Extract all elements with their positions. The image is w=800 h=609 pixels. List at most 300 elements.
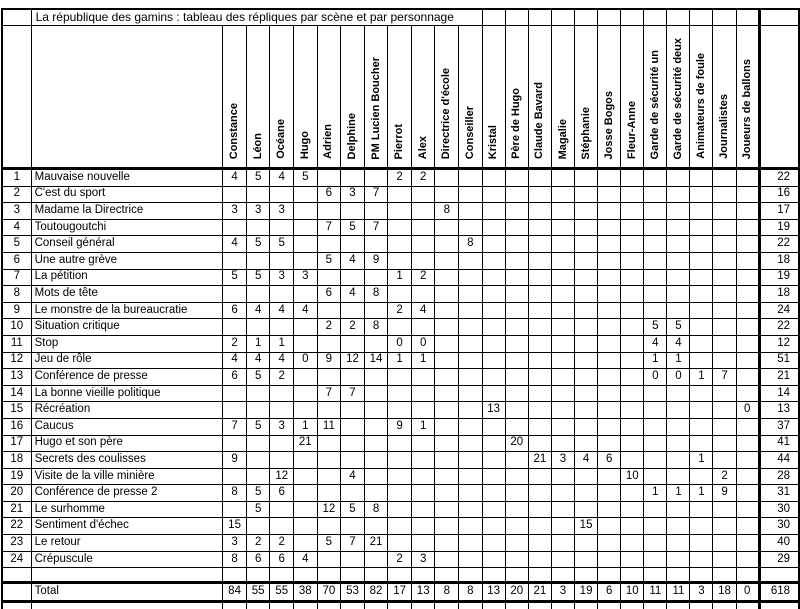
cell-value — [575, 485, 598, 502]
row-total: 22 — [759, 319, 799, 336]
cell-value — [528, 435, 551, 452]
character-header-label: Léon — [251, 132, 264, 160]
cell-value — [270, 219, 294, 236]
cell-value: 0 — [667, 369, 690, 386]
cell-value — [505, 402, 528, 419]
row-total: 29 — [759, 551, 799, 568]
row-total: 31 — [759, 485, 799, 502]
cell-value — [317, 302, 341, 319]
cell-value — [482, 535, 505, 552]
cell-value: 5 — [246, 501, 270, 518]
cell-value — [736, 286, 759, 303]
cell-value: 6 — [317, 186, 341, 203]
cell-value — [551, 435, 574, 452]
cell-value — [459, 501, 483, 518]
cell-value — [644, 435, 667, 452]
title-spacer-cell — [482, 9, 505, 26]
cell-value — [713, 335, 736, 352]
cell-value: 4 — [294, 551, 318, 568]
cell-value: 4 — [270, 352, 294, 369]
cell-value — [435, 452, 459, 469]
cell-value: 4 — [270, 302, 294, 319]
column-total: 82 — [364, 583, 388, 602]
total-row-empty-cell — [2, 583, 31, 602]
cell-value — [246, 252, 270, 269]
title-spacer-cell — [551, 9, 574, 26]
cell-value — [598, 551, 621, 568]
cell-value — [551, 319, 574, 336]
cell-value — [528, 369, 551, 386]
column-total: 70 — [317, 583, 341, 602]
cell-value — [598, 352, 621, 369]
character-header-label: Pierrot — [393, 123, 406, 160]
cell-value — [459, 186, 483, 203]
cell-value — [551, 369, 574, 386]
character-header-cell — [459, 26, 483, 169]
cell-value — [575, 369, 598, 386]
cell-value: 6 — [270, 485, 294, 502]
cell-value — [388, 468, 412, 485]
cell-value — [644, 203, 667, 220]
cell-value — [482, 369, 505, 386]
cell-value — [667, 203, 690, 220]
cell-value — [270, 319, 294, 336]
column-total: 53 — [341, 583, 365, 602]
cell-value — [341, 551, 365, 568]
cell-value — [459, 435, 483, 452]
cell-value — [621, 219, 644, 236]
cell-value — [435, 252, 459, 269]
cell-value — [246, 385, 270, 402]
scene-name: Conférence de presse 2 — [31, 485, 223, 502]
cell-value: 1 — [644, 485, 667, 502]
cell-value — [528, 252, 551, 269]
cell-value: 3 — [270, 269, 294, 286]
cell-value — [598, 219, 621, 236]
row-total: 19 — [759, 219, 799, 236]
cell-value — [551, 236, 574, 253]
cell-value — [341, 269, 365, 286]
cell-value — [667, 435, 690, 452]
cell-value — [364, 369, 388, 386]
cell-value — [575, 335, 598, 352]
row-number: 8 — [2, 286, 31, 303]
cell-value: 0 — [411, 335, 435, 352]
cell-value — [575, 535, 598, 552]
scene-row — [2, 468, 799, 485]
cell-value — [505, 286, 528, 303]
scene-name: Le retour — [31, 535, 223, 552]
cell-value — [505, 385, 528, 402]
cell-value — [713, 236, 736, 253]
cell-value — [411, 452, 435, 469]
cell-value — [294, 319, 318, 336]
cell-value — [667, 468, 690, 485]
cell-value — [364, 468, 388, 485]
row-total: 13 — [759, 402, 799, 419]
cell-value — [575, 286, 598, 303]
cell-value — [644, 169, 667, 187]
row-total: 28 — [759, 468, 799, 485]
blank-cell — [759, 568, 799, 583]
cell-value — [713, 402, 736, 419]
scene-name: Le surhomme — [31, 501, 223, 518]
row-number: 3 — [2, 203, 31, 220]
cell-value — [667, 418, 690, 435]
scene-row — [2, 269, 799, 286]
cell-value — [551, 485, 574, 502]
blank-cell — [713, 568, 736, 583]
cell-value — [690, 302, 713, 319]
cell-value — [459, 302, 483, 319]
row-number: 11 — [2, 335, 31, 352]
stub-cell — [223, 601, 247, 609]
cell-value — [505, 219, 528, 236]
column-total: 38 — [294, 583, 318, 602]
cell-value — [644, 518, 667, 535]
cell-value — [294, 385, 318, 402]
cell-value: 7 — [223, 418, 247, 435]
cell-value — [621, 286, 644, 303]
cell-value — [736, 535, 759, 552]
cell-value — [435, 352, 459, 369]
cell-value — [223, 385, 247, 402]
stub-cell — [759, 601, 799, 609]
cell-value — [505, 369, 528, 386]
character-header-cell — [388, 26, 412, 169]
title-spacer-cell — [713, 9, 736, 26]
cell-value — [667, 302, 690, 319]
cell-value — [690, 385, 713, 402]
stub-cell — [575, 601, 598, 609]
scene-row — [2, 369, 799, 386]
cell-value — [482, 485, 505, 502]
cell-value — [621, 551, 644, 568]
cell-value — [341, 369, 365, 386]
cell-value — [736, 452, 759, 469]
cell-value — [528, 418, 551, 435]
stub-cell — [551, 601, 574, 609]
scene-row — [2, 236, 799, 253]
cell-value — [598, 186, 621, 203]
row-total: 30 — [759, 501, 799, 518]
cell-value: 4 — [246, 302, 270, 319]
cell-value: 2 — [223, 335, 247, 352]
stub-cell — [459, 601, 483, 609]
cell-value — [598, 369, 621, 386]
row-total: 14 — [759, 385, 799, 402]
stub-cell — [2, 601, 31, 609]
cell-value — [246, 286, 270, 303]
cell-value — [364, 169, 388, 187]
cell-value — [575, 319, 598, 336]
cell-value — [667, 236, 690, 253]
cell-value — [482, 186, 505, 203]
cell-value — [223, 435, 247, 452]
cell-value — [528, 319, 551, 336]
blank-cell — [690, 568, 713, 583]
cell-value — [459, 551, 483, 568]
cell-value — [621, 535, 644, 552]
blank-cell — [667, 568, 690, 583]
cell-value — [317, 269, 341, 286]
cell-value — [598, 435, 621, 452]
cell-value — [598, 385, 621, 402]
cell-value: 2 — [411, 169, 435, 187]
cell-value — [364, 335, 388, 352]
row-number: 7 — [2, 269, 31, 286]
cell-value — [411, 219, 435, 236]
cell-value — [505, 236, 528, 253]
cell-value — [411, 186, 435, 203]
scene-name: Crépuscule — [31, 551, 223, 568]
stub-cell — [482, 601, 505, 609]
character-header-label: Journalistes — [718, 94, 731, 160]
cell-value: 1 — [690, 452, 713, 469]
cell-value — [505, 551, 528, 568]
character-header-label: PM Lucien Boucher — [369, 56, 382, 160]
cell-value — [575, 435, 598, 452]
cell-value — [482, 236, 505, 253]
cell-value — [644, 186, 667, 203]
cell-value — [621, 186, 644, 203]
cell-value — [317, 169, 341, 187]
cell-value — [551, 219, 574, 236]
cell-value — [482, 452, 505, 469]
cell-value — [411, 535, 435, 552]
cell-value — [598, 252, 621, 269]
cell-value — [736, 501, 759, 518]
cell-value — [317, 236, 341, 253]
row-number: 23 — [2, 535, 31, 552]
character-header-cell — [736, 26, 759, 169]
cell-value — [459, 203, 483, 220]
row-total: 21 — [759, 369, 799, 386]
cell-value: 7 — [364, 219, 388, 236]
cell-value — [690, 535, 713, 552]
header-empty-cell — [2, 26, 31, 169]
cell-value — [459, 335, 483, 352]
cell-value: 2 — [388, 302, 412, 319]
scene-row — [2, 203, 799, 220]
stub-cell — [435, 601, 459, 609]
cell-value — [505, 485, 528, 502]
cell-value — [388, 402, 412, 419]
cell-value — [575, 186, 598, 203]
cell-value: 6 — [317, 286, 341, 303]
cell-value — [736, 485, 759, 502]
cell-value — [459, 269, 483, 286]
cell-value — [482, 501, 505, 518]
cell-value: 5 — [317, 252, 341, 269]
character-header-label: Père de Hugo — [510, 88, 523, 160]
cell-value — [551, 518, 574, 535]
character-header-label: Stéphanie — [579, 106, 592, 160]
cell-value — [736, 352, 759, 369]
row-total: 17 — [759, 203, 799, 220]
column-total: 21 — [528, 583, 551, 602]
cell-value — [575, 385, 598, 402]
cell-value — [736, 252, 759, 269]
scene-row — [2, 186, 799, 203]
scene-row — [2, 501, 799, 518]
cell-value — [621, 169, 644, 187]
cell-value — [270, 501, 294, 518]
cell-value — [505, 452, 528, 469]
cell-value: 5 — [246, 169, 270, 187]
cell-value — [551, 203, 574, 220]
character-header-cell — [690, 26, 713, 169]
cell-value — [690, 418, 713, 435]
character-header-label: Directrice d'école — [440, 67, 453, 160]
cell-value — [528, 219, 551, 236]
cell-value — [459, 535, 483, 552]
scene-row — [2, 252, 799, 269]
table-title: La république des gamins : tableau des répliques par scène et par personnage — [31, 9, 482, 26]
cell-value: 5 — [246, 236, 270, 253]
blank-cell — [482, 568, 505, 583]
cell-value: 0 — [736, 402, 759, 419]
cell-value — [551, 418, 574, 435]
cell-value — [644, 402, 667, 419]
row-number: 19 — [2, 468, 31, 485]
cell-value — [713, 418, 736, 435]
cell-value — [713, 435, 736, 452]
cell-value — [435, 219, 459, 236]
cell-value — [435, 551, 459, 568]
cell-value — [388, 369, 412, 386]
cell-value — [736, 551, 759, 568]
cell-value: 4 — [223, 352, 247, 369]
row-number: 13 — [2, 369, 31, 386]
blank-cell — [2, 568, 31, 583]
cell-value — [294, 236, 318, 253]
cell-value — [551, 468, 574, 485]
cell-value — [482, 352, 505, 369]
blank-cell — [341, 568, 365, 583]
cell-value — [317, 518, 341, 535]
cell-value: 8 — [364, 319, 388, 336]
title-spacer-cell — [644, 9, 667, 26]
scene-row — [2, 286, 799, 303]
cell-value: 2 — [388, 551, 412, 568]
column-total: 13 — [482, 583, 505, 602]
cell-value — [575, 418, 598, 435]
blank-cell — [528, 568, 551, 583]
cell-value — [388, 435, 412, 452]
cell-value — [435, 269, 459, 286]
cell-value: 1 — [667, 485, 690, 502]
character-header-label: Joueurs de ballons — [740, 58, 753, 160]
cell-value — [482, 302, 505, 319]
cell-value — [575, 302, 598, 319]
cell-value — [482, 385, 505, 402]
blank-cell — [435, 568, 459, 583]
cell-value: 5 — [294, 169, 318, 187]
cell-value — [736, 385, 759, 402]
cell-value: 9 — [388, 418, 412, 435]
cell-value — [667, 501, 690, 518]
scene-row — [2, 219, 799, 236]
column-total: 8 — [435, 583, 459, 602]
cell-value — [621, 385, 644, 402]
cell-value: 13 — [482, 402, 505, 419]
cell-value — [621, 269, 644, 286]
blank-cell — [459, 568, 483, 583]
cell-value — [713, 551, 736, 568]
character-header-cell — [551, 26, 574, 169]
cell-value — [388, 286, 412, 303]
repliques-table — [1, 8, 800, 609]
cell-value — [411, 435, 435, 452]
column-total: 20 — [505, 583, 528, 602]
blank-cell — [246, 568, 270, 583]
row-total: 18 — [759, 286, 799, 303]
cell-value: 4 — [223, 236, 247, 253]
cell-value — [459, 369, 483, 386]
cell-value — [528, 385, 551, 402]
cell-value — [598, 418, 621, 435]
cell-value: 1 — [270, 335, 294, 352]
scene-row — [2, 452, 799, 469]
cell-value — [317, 435, 341, 452]
cell-value: 4 — [246, 352, 270, 369]
cell-value — [505, 535, 528, 552]
cell-value: 2 — [270, 369, 294, 386]
cell-value — [482, 468, 505, 485]
cell-value — [482, 435, 505, 452]
cell-value — [246, 186, 270, 203]
character-header-cell — [246, 26, 270, 169]
cell-value — [246, 518, 270, 535]
cell-value — [294, 485, 318, 502]
cell-value — [317, 551, 341, 568]
row-total: 19 — [759, 269, 799, 286]
cell-value — [388, 219, 412, 236]
cell-value — [736, 186, 759, 203]
column-total: 18 — [713, 583, 736, 602]
cell-value — [736, 269, 759, 286]
cell-value — [598, 335, 621, 352]
cell-value: 1 — [411, 352, 435, 369]
cell-value — [459, 286, 483, 303]
cell-value — [528, 236, 551, 253]
cell-value — [621, 418, 644, 435]
total-row — [2, 583, 799, 602]
character-header-cell — [317, 26, 341, 169]
cell-value — [736, 236, 759, 253]
cell-value — [270, 518, 294, 535]
cell-value — [621, 435, 644, 452]
cell-value: 2 — [317, 319, 341, 336]
cell-value — [246, 219, 270, 236]
character-header-cell — [505, 26, 528, 169]
cell-value: 5 — [246, 369, 270, 386]
cell-value — [505, 319, 528, 336]
row-number: 24 — [2, 551, 31, 568]
row-number: 12 — [2, 352, 31, 369]
cell-value — [644, 269, 667, 286]
cell-value: 3 — [223, 203, 247, 220]
cell-value — [294, 252, 318, 269]
character-header-cell — [270, 26, 294, 169]
cell-value — [551, 501, 574, 518]
cell-value — [667, 452, 690, 469]
cell-value — [294, 369, 318, 386]
cell-value — [736, 518, 759, 535]
cell-value — [551, 302, 574, 319]
cell-value — [621, 518, 644, 535]
